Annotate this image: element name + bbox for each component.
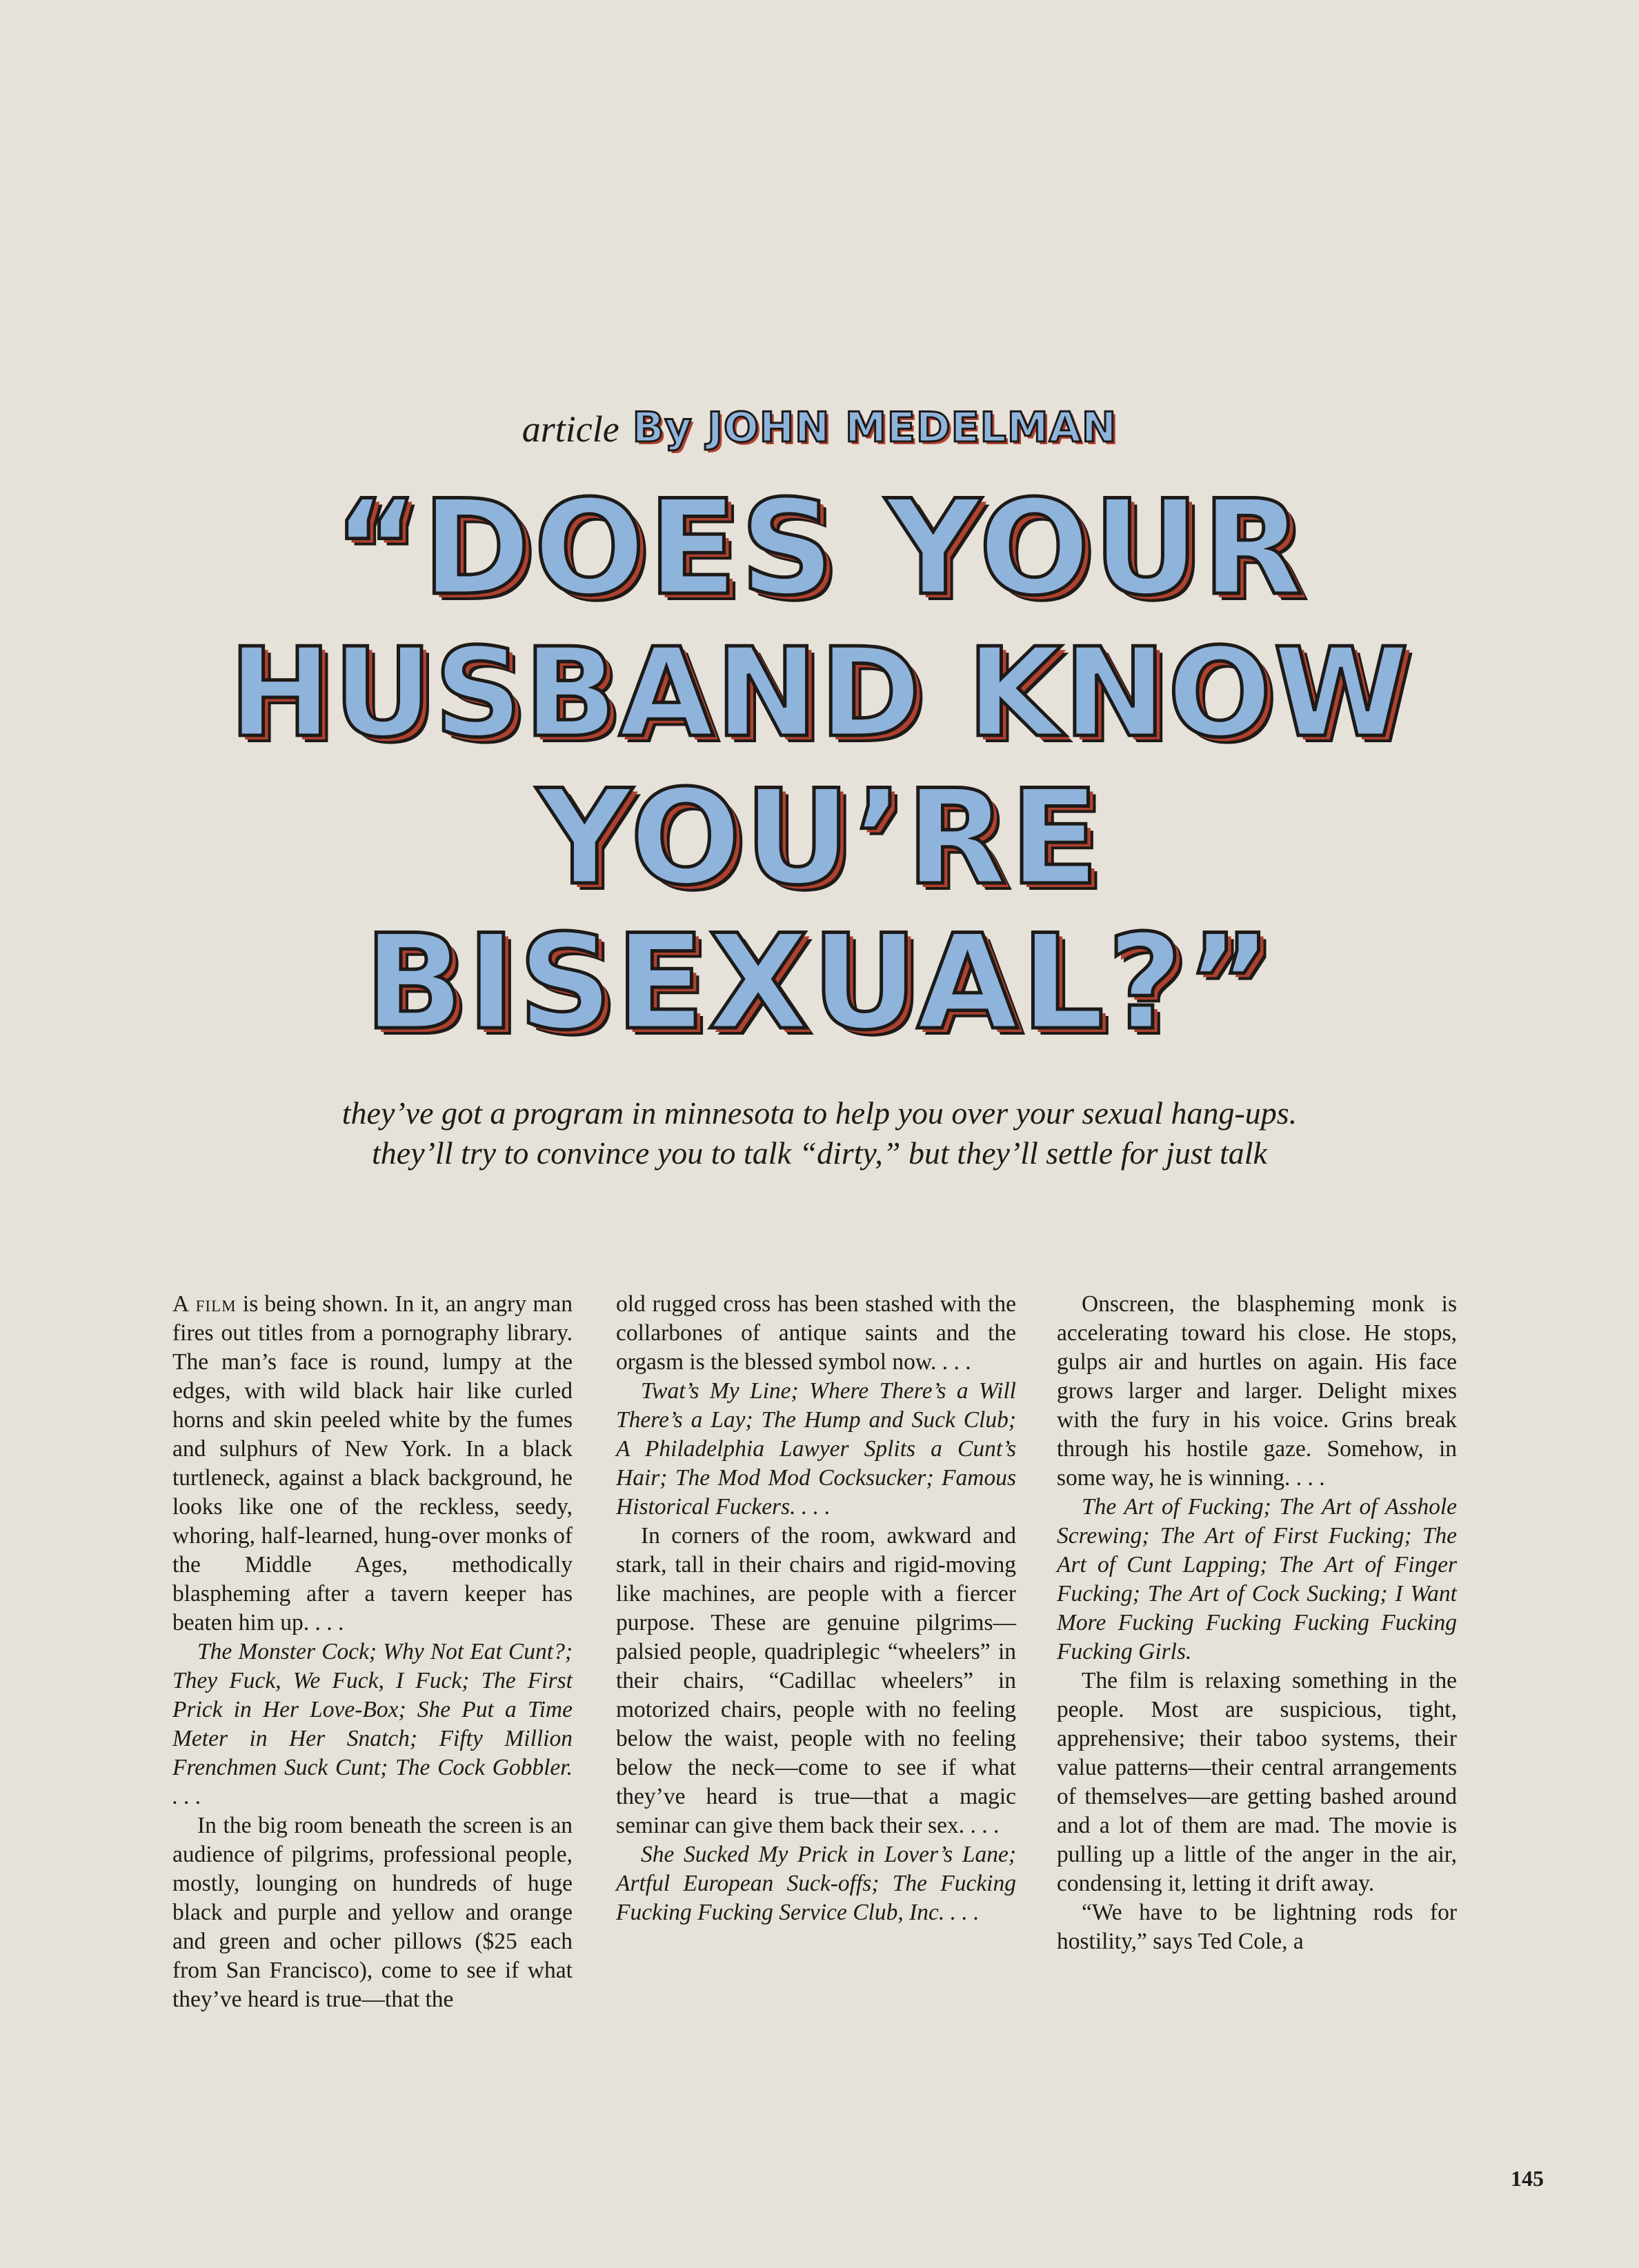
paragraph-text: is being shown. In it, an angry man fires out titles from a pornography library. The man’s face is round, lumpy at the edges, with wild black hair like curled horns and skin peeled white by the fumes and sulphurs of New York. In a black turtleneck, against a black background, he looks like one of the reckless, seedy, whoring, half-learned, hung-over monks of the Middle Ages, methodically blaspheming after a tavern keeper has beaten him up. . . . — [172, 1291, 573, 1635]
byline — [0, 404, 1639, 452]
headline-line-1: “DOES YOUR — [333, 472, 1306, 624]
lead-in: A film — [172, 1291, 237, 1317]
paragraph: In corners of the room, awkward and stark, tall in their chairs and rigid-moving like machines, are people with a fiercer purpose. These are genuine pilgrims—palsied people, quadriplegic “wheelers” in their chairs, “Cadillac wheelers” in motorized chairs, people with no feeling below the waist, people with no feeling below the neck—come to see if what they’ve heard is true—that a magic seminar can give them back their sex. . . . — [616, 1523, 1016, 1838]
deck-line-1: they’ve got a program in minnesota to help you over your sexual hang-ups. — [341, 1095, 1298, 1131]
article-deck — [0, 1093, 1639, 1173]
headline-line-2: HUSBAND KNOW — [228, 621, 1411, 764]
film-titles-paragraph: The Monster Cock; Why Not Eat Cunt?; They Fuck, We Fuck, I Fuck; The First Prick in Her Love-Box; She Put a Time Meter in Her Snatch; Fifty Million Frenchmen Suck Cunt; The Cock Gobbler. . . . — [172, 1639, 573, 1809]
headline-line-4: BISEXUAL?” — [364, 906, 1275, 1059]
page-number: 145 — [1511, 2166, 1544, 2191]
text-column-1 — [172, 1290, 573, 2014]
film-titles-paragraph: The Art of Fucking; The Art of Asshole Screwing; The Art of First Fucking; The Art of Cunt Lapping; The Art of Finger Fucking; The Art of Cock Sucking; I Want More Fucking Fucking Fucking Fucking Fucking Girls. — [1057, 1494, 1457, 1664]
text-column-2 — [616, 1290, 1016, 1927]
author-byline: By JOHN MEDELMAN — [632, 404, 1118, 452]
film-titles-paragraph: She Sucked My Prick in Lover’s Lane; Artful European Suck-offs; The Fucking Fucking Fucking Service Club, Inc. . . . — [616, 1842, 1016, 1925]
article-headline — [0, 472, 1639, 1059]
film-titles-paragraph: Twat’s My Line; Where There’s a Will There’s a Lay; The Hump and Suck Club; A Philadelphia Lawyer Splits a Cunt’s Hair; The Mod Mod Cocksucker; Famous Historical Fuckers. . . . — [616, 1378, 1016, 1520]
text-column-3 — [1057, 1290, 1457, 1956]
paragraph: The film is relaxing something in the people. Most are suspicious, tight, apprehensive; their taboo systems, their value patterns—their central arrangements of themselves—are getting bashed around and a lot of them are mad. The movie is pulling up a little of the anger in the air, condensing it, letting it drift away. — [1057, 1668, 1457, 1896]
paragraph: In the big room beneath the screen is an audience of pilgrims, professional people, mostly, lounging on hundreds of huge black and purple and yellow and orange and green and ocher pillows ($25 each from San Francisco), come to see if what they’ve heard is true—that the — [172, 1813, 573, 2012]
deck-line-2: they’ll try to convince you to talk “dirty,” but they’ll settle for just talk — [372, 1135, 1267, 1171]
paragraph — [172, 1290, 573, 1638]
paragraph: Onscreen, the blaspheming monk is accelerating toward his close. He stops, gulps air and hurtles on again. His face grows larger and larger. Delight mixes with the fury in his voice. Grins break through his hostile gaze. Somehow, in some way, he is winning. . . . — [1057, 1291, 1457, 1491]
article-kind-label: article — [522, 408, 619, 450]
paragraph: old rugged cross has been stashed with the collarbones of antique saints and the orgasm is the blessed symbol now. . . . — [616, 1291, 1016, 1375]
headline-line-3: YOU’RE — [537, 762, 1102, 914]
paragraph: “We have to be lightning rods for hostility,” says Ted Cole, a — [1057, 1900, 1457, 1954]
